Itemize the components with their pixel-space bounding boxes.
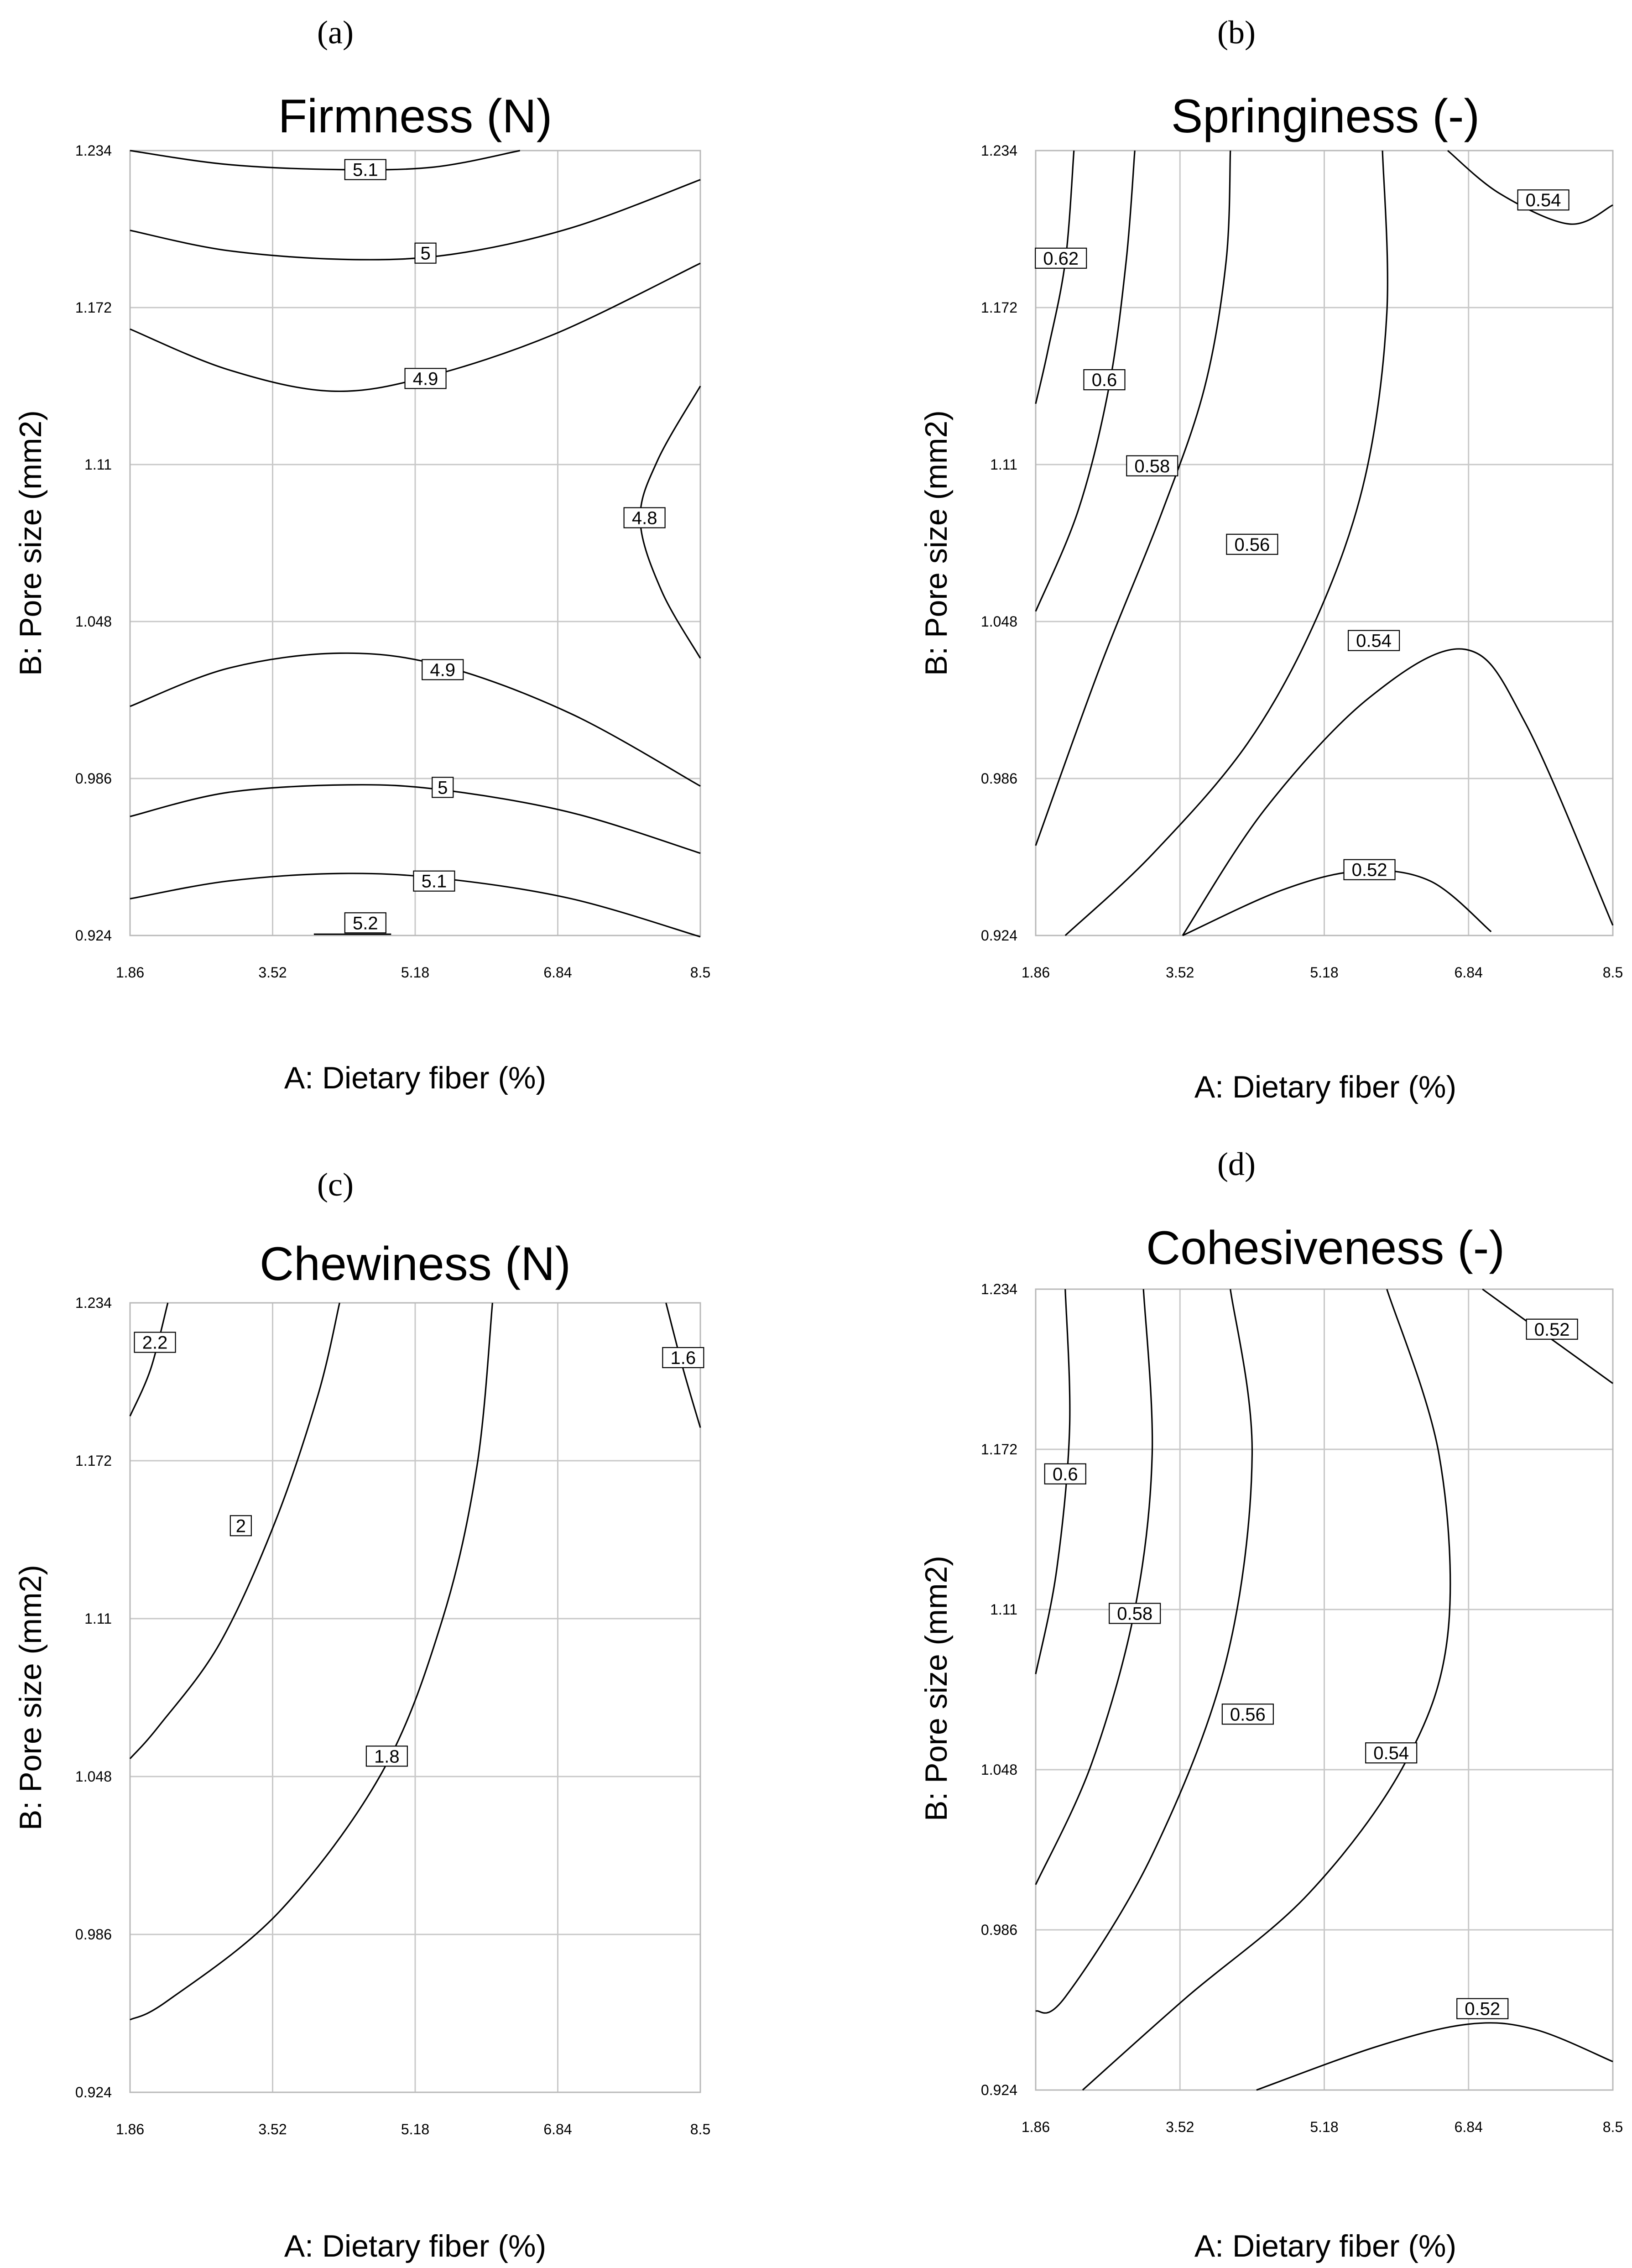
x-tick-label: 1.86 bbox=[1021, 964, 1050, 981]
y-tick-label: 0.986 bbox=[980, 1922, 1017, 1938]
x-tick-label: 8.5 bbox=[1602, 964, 1623, 981]
y-axis-label: B: Pore size (mm2) bbox=[13, 1565, 48, 1830]
x-tick-label: 6.84 bbox=[1454, 2119, 1483, 2135]
contour-label bbox=[405, 368, 446, 389]
y-tick-label: 1.11 bbox=[990, 456, 1017, 473]
y-tick-label: 0.986 bbox=[980, 770, 1017, 787]
contour-label-text: 0.58 bbox=[1134, 456, 1170, 476]
panel-label: (b) bbox=[1217, 14, 1256, 51]
y-tick-label: 0.924 bbox=[980, 927, 1017, 944]
contour-label-text: 5.1 bbox=[353, 160, 378, 180]
contour-label-text: 1.8 bbox=[374, 1746, 400, 1767]
contour-label-text: 4.8 bbox=[631, 508, 657, 528]
x-tick-label: 6.84 bbox=[1454, 964, 1483, 981]
contour-label-text: 0.52 bbox=[1351, 860, 1387, 880]
contour-label-text: 2.2 bbox=[142, 1333, 168, 1353]
contour-label-text: 0.54 bbox=[1356, 631, 1392, 651]
y-tick-label: 0.924 bbox=[75, 2084, 112, 2101]
x-axis-label: A: Dietary fiber (%) bbox=[284, 1061, 547, 1095]
y-axis-label: B: Pore size (mm2) bbox=[919, 1556, 954, 1821]
x-tick-label: 3.52 bbox=[258, 964, 287, 981]
chart-title: Chewiness (N) bbox=[260, 1238, 571, 1291]
contour-label bbox=[1084, 370, 1125, 390]
y-tick-label: 1.11 bbox=[84, 1610, 112, 1627]
y-tick-label: 0.924 bbox=[75, 927, 112, 944]
y-tick-label: 1.172 bbox=[980, 1441, 1017, 1458]
contour-label-text: 0.56 bbox=[1234, 534, 1270, 555]
y-tick-label: 1.172 bbox=[75, 299, 112, 316]
y-tick-label: 1.048 bbox=[75, 1768, 112, 1785]
y-tick-label: 1.172 bbox=[980, 299, 1017, 316]
contour-label bbox=[1045, 1464, 1086, 1484]
y-tick-label: 1.048 bbox=[75, 613, 112, 630]
contour-label bbox=[345, 160, 386, 180]
x-tick-label: 6.84 bbox=[543, 964, 572, 981]
x-tick-label: 8.5 bbox=[690, 964, 711, 981]
contour-label-text: 0.54 bbox=[1525, 190, 1561, 211]
x-tick-label: 3.52 bbox=[258, 2121, 287, 2137]
y-tick-label: 1.234 bbox=[980, 142, 1017, 159]
y-tick-label: 1.11 bbox=[84, 456, 112, 473]
contour-label bbox=[1344, 860, 1395, 880]
y-tick-label: 1.234 bbox=[75, 1295, 112, 1311]
y-tick-label: 0.986 bbox=[75, 770, 112, 787]
contour-label bbox=[1226, 534, 1277, 555]
contour-label bbox=[1527, 1319, 1578, 1340]
panel-label: (a) bbox=[317, 14, 354, 51]
contour-label-text: 0.56 bbox=[1230, 1704, 1266, 1725]
contour-label-text: 5 bbox=[438, 778, 448, 798]
y-tick-label: 1.048 bbox=[980, 1761, 1017, 1778]
contour-label-text: 5 bbox=[420, 243, 431, 264]
x-tick-label: 5.18 bbox=[1310, 964, 1339, 981]
contour-label bbox=[1126, 456, 1178, 476]
x-tick-label: 1.86 bbox=[115, 964, 145, 981]
x-axis-label: A: Dietary fiber (%) bbox=[1194, 2229, 1457, 2263]
contour-label-text: 1.6 bbox=[670, 1348, 696, 1368]
contour-label bbox=[230, 1515, 251, 1536]
contour-label-text: 0.52 bbox=[1465, 1999, 1501, 2019]
contour-label bbox=[662, 1348, 704, 1368]
contour-label-text: 5.2 bbox=[353, 913, 378, 934]
x-axis-label: A: Dietary fiber (%) bbox=[284, 2229, 547, 2263]
contour-label-text: 0.6 bbox=[1091, 370, 1117, 391]
contour-label bbox=[1518, 190, 1569, 210]
contour-label bbox=[1366, 1743, 1417, 1763]
contour-label bbox=[432, 777, 453, 798]
chart-title: Cohesiveness (-) bbox=[1146, 1222, 1505, 1275]
x-tick-label: 8.5 bbox=[690, 2121, 711, 2137]
contour-label bbox=[345, 913, 386, 933]
x-tick-label: 3.52 bbox=[1166, 2119, 1194, 2135]
y-tick-label: 1.048 bbox=[980, 613, 1017, 630]
x-tick-label: 5.18 bbox=[401, 964, 430, 981]
panel-label: (d) bbox=[1217, 1146, 1256, 1182]
x-tick-label: 5.18 bbox=[401, 2121, 430, 2137]
contour-label-text: 4.9 bbox=[430, 660, 456, 680]
contour-label bbox=[1035, 248, 1086, 269]
y-axis-label: B: Pore size (mm2) bbox=[13, 410, 48, 676]
chart-title: Springiness (-) bbox=[1171, 90, 1480, 143]
contour-label bbox=[1348, 631, 1399, 651]
x-tick-label: 3.52 bbox=[1166, 964, 1194, 981]
contour-label-text: 0.58 bbox=[1117, 1604, 1153, 1624]
contour-label bbox=[1457, 1999, 1508, 2019]
contour-label-text: 0.54 bbox=[1373, 1743, 1409, 1764]
contour-label-text: 0.52 bbox=[1534, 1319, 1570, 1340]
x-tick-label: 5.18 bbox=[1310, 2119, 1339, 2135]
y-tick-label: 1.11 bbox=[990, 1601, 1017, 1618]
contour-label-text: 0.6 bbox=[1052, 1464, 1078, 1484]
y-tick-label: 1.234 bbox=[75, 142, 112, 159]
contour-label bbox=[135, 1333, 176, 1353]
y-tick-label: 1.172 bbox=[75, 1453, 112, 1469]
y-axis-label: B: Pore size (mm2) bbox=[919, 410, 954, 676]
panel-label: (c) bbox=[317, 1166, 354, 1203]
contour-label bbox=[1109, 1603, 1160, 1624]
contour-label bbox=[422, 659, 463, 680]
y-tick-label: 1.234 bbox=[980, 1281, 1017, 1297]
contour-label bbox=[413, 871, 454, 892]
chart-title: Firmness (N) bbox=[278, 90, 553, 143]
x-tick-label: 1.86 bbox=[1021, 2119, 1050, 2135]
contour-label bbox=[1222, 1704, 1273, 1725]
x-tick-label: 1.86 bbox=[115, 2121, 145, 2137]
contour-label-text: 2 bbox=[235, 1516, 246, 1536]
x-tick-label: 8.5 bbox=[1602, 2119, 1623, 2135]
contour-label bbox=[366, 1746, 407, 1766]
y-tick-label: 0.924 bbox=[980, 2082, 1017, 2098]
contour-label-text: 0.62 bbox=[1043, 248, 1079, 269]
x-axis-label: A: Dietary fiber (%) bbox=[1194, 1070, 1457, 1104]
x-tick-label: 6.84 bbox=[543, 2121, 572, 2137]
y-tick-label: 0.986 bbox=[75, 1926, 112, 1943]
contour-label-text: 5.1 bbox=[421, 871, 447, 892]
contour-label-text: 4.9 bbox=[412, 369, 438, 389]
contour-label bbox=[415, 243, 436, 264]
contour-label bbox=[624, 508, 665, 528]
